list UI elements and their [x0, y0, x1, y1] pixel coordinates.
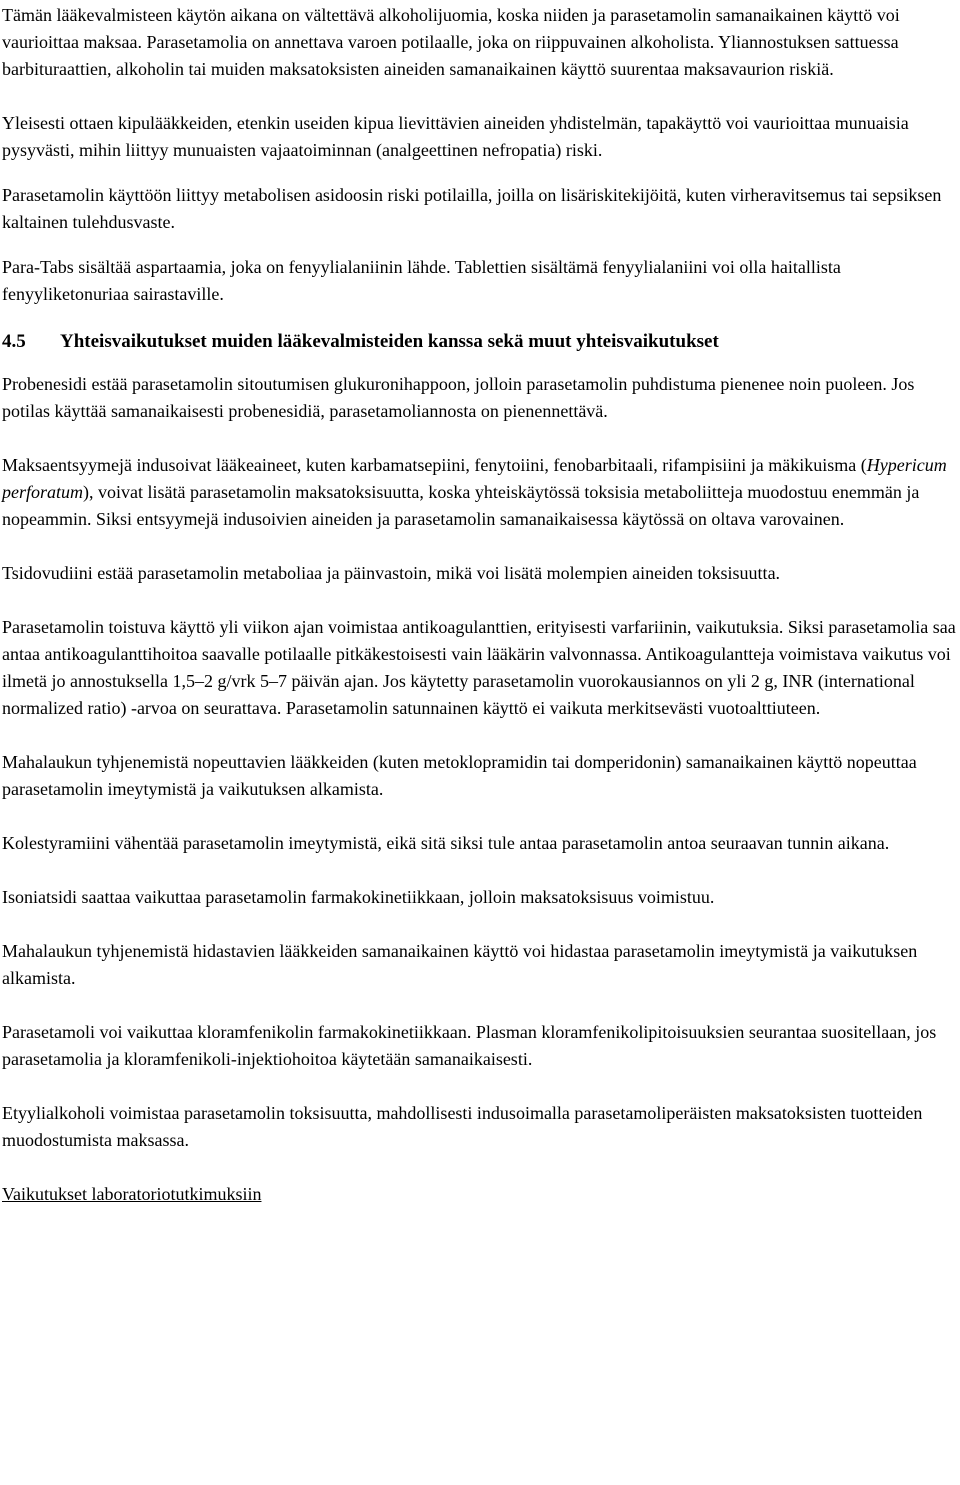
paragraph-isoniazid: Isoniatsidi saattaa vaikuttaa parasetamolin farmakokinetiikkaan, jolloin maksatoksisuus voimistuu.	[2, 887, 715, 907]
subheading-lab-tests: Vaikutukset laboratoriotutkimuksiin	[2, 1184, 262, 1204]
document-page	[2, 0, 956, 1208]
paragraph-zidovudine: Tsidovudiini estää parasetamolin metaboliaa ja päinvastoin, mikä voi lisätä molempien aineiden toksisuutta.	[2, 563, 781, 583]
enzyme-inducers-text-end: ), voivat lisätä parasetamolin maksatoksisuutta, koska yhteiskäytössä toksisia metaboliitteja muodostuu enemmän ja nopeammin. Siksi entsyymejä indusoivien aineiden ja parasetamolin samanaikaisessa käytössä on oltava varovainen.	[2, 482, 920, 529]
paragraph-anticoagulants: Parasetamolin toistuva käyttö yli viikon ajan voimistaa antikoagulanttien, erityisesti varfariinin, vaikutuksia. Siksi parasetamolia saa antaa antikoagulanttihoitoa saavalle potilaalle pitkäkestoisesti vain lääkärin valvonnassa. Antikoagulantteja voimistava vaikutus voi ilmetä jo annostuksella 1,5–2 g/vrk 5–7 päivän ajan. Jos käytetty parasetamolin vuorokausiannos on yli 2 g, INR (international normalized ratio) -arvoa on seurattava. Parasetamolin satunnainen käyttö ei vaikuta merkitsevästi vuotoalttiuteen.	[2, 617, 956, 718]
paragraph-enzyme-inducers	[2, 452, 956, 533]
paragraph-aspartame: Para-Tabs sisältää aspartaamia, joka on fenyylialaniinin lähde. Tablettien sisältämä fenyylialaniini voi olla haitallista fenyyliketonuriaa sairastaville.	[2, 257, 841, 304]
paragraph-alcohol-warning: Tämän lääkevalmisteen käytön aikana on vältettävä alkoholijuomia, koska niiden ja parasetamolin samanaikainen käyttö voi vaurioittaa maksaa. Parasetamolia on annettava varoen potilaalle, joka on riippuvainen alkoholista. Yliannostuksen sattuessa barbituraattien, alkoholin tai muiden maksatoksisten aineiden samanaikainen käyttö suurentaa maksavaurion riskiä.	[2, 5, 900, 79]
paragraph-cholestyramine: Kolestyramiini vähentää parasetamolin imeytymistä, eikä sitä siksi tule antaa parasetamolin antoa seuraavan tunnin aikana.	[2, 833, 890, 853]
paragraph-analgesic-nephropathy: Yleisesti ottaen kipulääkkeiden, etenkin useiden kipua lievittävien aineiden yhdistelmän, tapakäyttö voi vaurioittaa munuaisia pysyvästi, mihin liittyy munuaisten vajaatoiminnan (analgeettinen nefropatia) riski.	[2, 113, 909, 160]
paragraph-gastric-emptying-slowers: Mahalaukun tyhjenemistä hidastavien lääkkeiden samanaikainen käyttö voi hidastaa parasetamolin imeytymistä ja vaikutuksen alkamista.	[2, 941, 918, 988]
paragraph-ethyl-alcohol: Etyylialkoholi voimistaa parasetamolin toksisuutta, mahdollisesti indusoimalla parasetamoliperäisten maksatoksisten tuotteiden muodostumista maksassa.	[2, 1103, 923, 1150]
paragraph-probenecid: Probenesidi estää parasetamolin sitoutumisen glukuronihappoon, jolloin parasetamolin puhdistuma pienenee noin puoleen. Jos potilas käyttää samanaikaisesti probenesidiä, parasetamoliannosta on pienennettävä.	[2, 374, 915, 421]
section-number: 4.5	[2, 331, 26, 352]
section-heading	[2, 328, 956, 355]
paragraph-gastric-emptying-accelerators: Mahalaukun tyhjenemistä nopeuttavien lääkkeiden (kuten metoklopramidin tai domperidonin) samanaikainen käyttö nopeuttaa parasetamolin imeytymistä ja vaikutuksen alkamista.	[2, 752, 917, 799]
hypericum-latin-name: Hypericum perforatum	[2, 455, 947, 502]
enzyme-inducers-text-start: Maksaentsyymejä indusoivat lääkeaineet, kuten karbamatsepiini, fenytoiini, fenobarbitaali, rifampisiini ja mäkikuisma (	[2, 455, 867, 475]
section-title: Yhteisvaikutukset muiden lääkevalmisteiden kanssa sekä muut yhteisvaikutukset	[60, 331, 719, 352]
paragraph-chloramphenicol: Parasetamoli voi vaikuttaa kloramfenikolin farmakokinetiikkaan. Plasman kloramfenikolipitoisuuksien seurantaa suositellaan, jos parasetamolia ja kloramfenikoli-injektiohoitoa käytetään samanaikaisesti.	[2, 1022, 937, 1069]
paragraph-metabolic-acidosis: Parasetamolin käyttöön liittyy metabolisen asidoosin riski potilailla, joilla on lisäriskitekijöitä, kuten virheravitsemus tai sepsiksen kaltainen tulehdusvaste.	[2, 185, 942, 232]
